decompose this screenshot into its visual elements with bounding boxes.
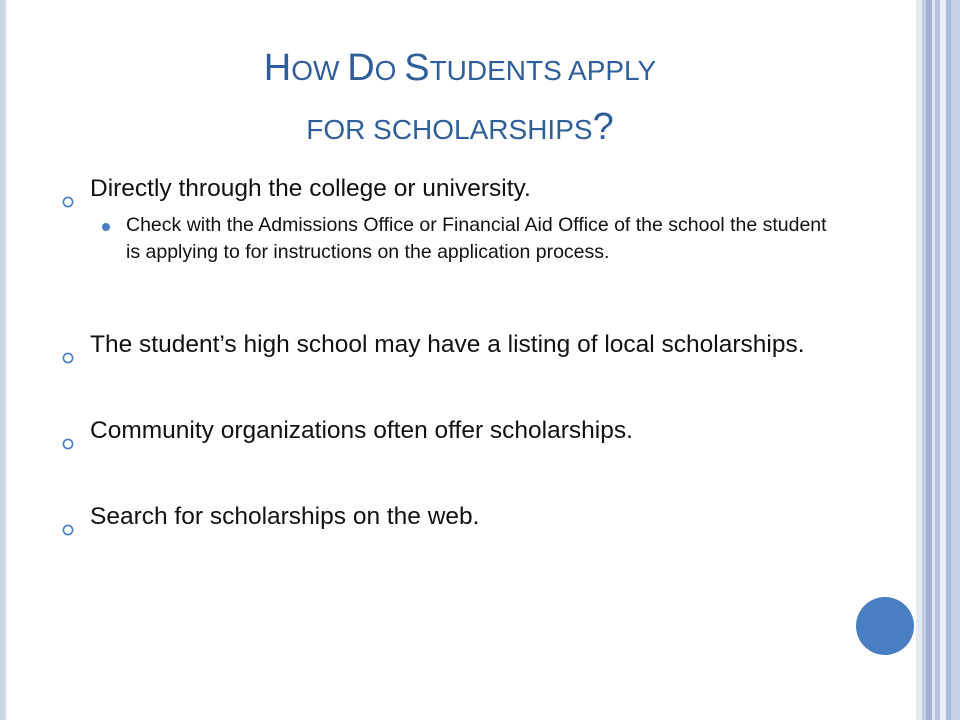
sub-bullet-item [60,212,840,266]
accent-circle-icon [856,597,914,655]
bullet-item [60,328,840,362]
hollow-circle-icon [62,512,74,524]
title-letter: S [404,47,430,89]
filled-dot-icon [102,223,110,231]
title-letter: D [347,47,375,89]
bullet-text: Community organizations often offer scholarships. [90,417,633,444]
bullet-item [60,500,840,534]
title-smallcaps: OW [291,55,348,86]
title-smallcaps: O [374,55,405,86]
bullet-text: The student’s high school may have a listing of local scholarships. [90,331,805,358]
title-question-mark: ? [592,106,614,148]
bullet-item [60,172,840,206]
slide-title-line-1 [80,40,840,99]
bullet-text: Directly through the college or university. [90,175,531,202]
slide-title [80,40,840,158]
bullet-text: Search for scholarships on the web. [90,503,480,530]
left-border-rule-inner [5,0,7,720]
bullet-item [60,414,840,448]
hollow-circle-icon [62,340,74,352]
bullet-list [60,172,840,534]
sub-bullet-text: Check with the Admissions Office or Financial Aid Office of the school the student is applying to for instructions on the application process. [126,214,827,263]
title-letter: H [263,47,292,89]
slide-title-line-2 [80,99,840,158]
right-decor-band [951,0,960,720]
title-smallcaps: TUDENTS APPLY [429,55,657,86]
hollow-circle-icon [62,184,74,196]
hollow-circle-icon [62,426,74,438]
title-smallcaps: FOR SCHOLARSHIPS [306,114,593,145]
